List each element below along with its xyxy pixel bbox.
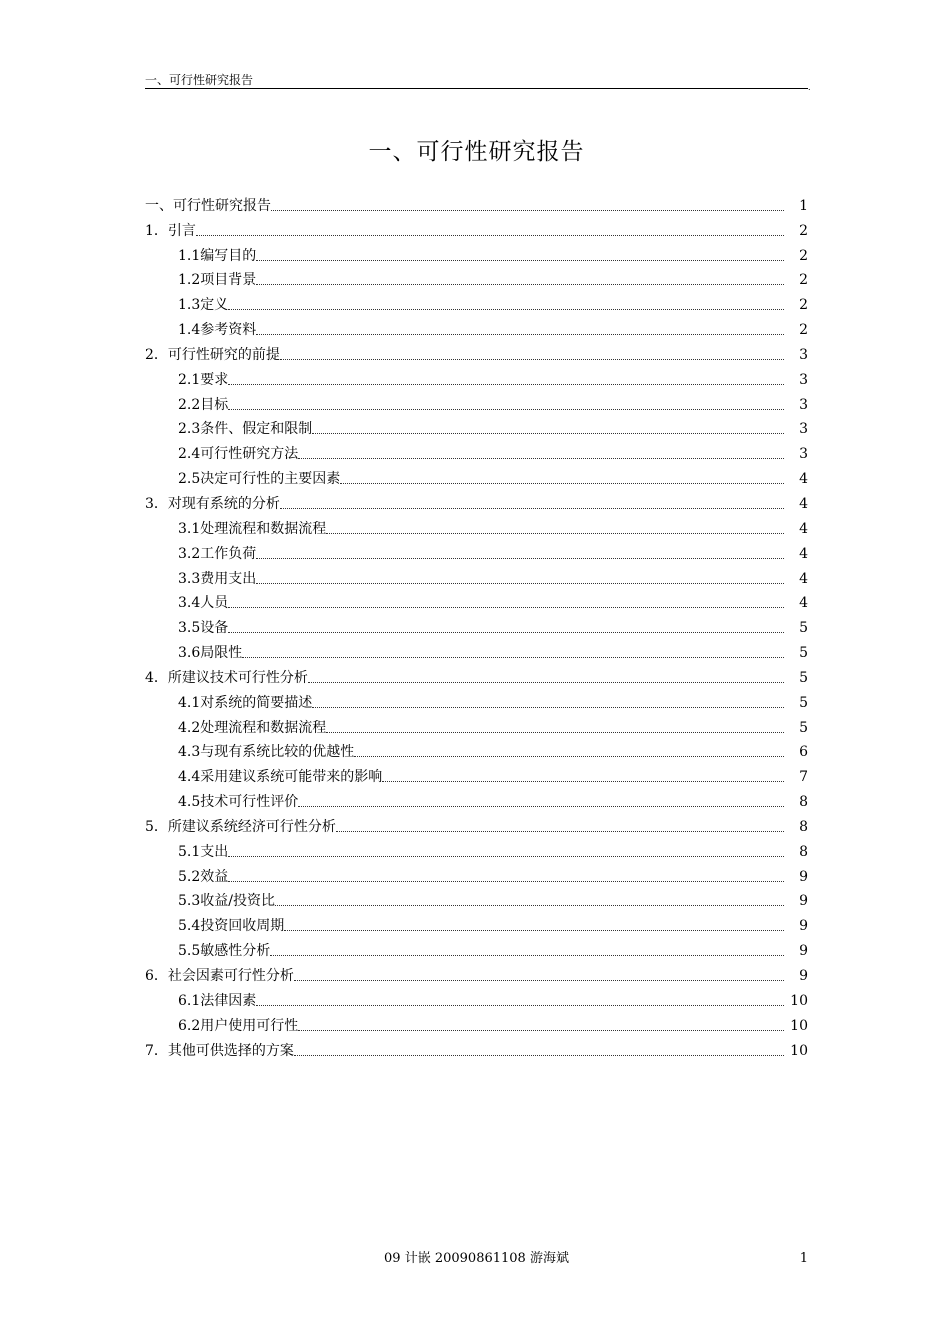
toc-entry-page: 3 <box>799 421 808 438</box>
toc-entry-label: 可行性研究方法 <box>200 446 299 463</box>
toc-entry-number: 5． <box>145 818 168 835</box>
toc-leader-dots <box>271 210 784 211</box>
toc-entry-page: 1 <box>799 197 808 214</box>
toc-entry-page: 7 <box>799 769 808 786</box>
toc-entry-number: 2.2 <box>178 396 201 413</box>
toc-entry-page: 8 <box>799 794 808 811</box>
table-of-contents <box>145 190 808 1060</box>
toc-leader-dots <box>270 955 784 956</box>
toc-entry-page: 9 <box>799 968 808 984</box>
toc-entry[interactable] <box>145 687 808 712</box>
toc-entry[interactable] <box>145 637 808 662</box>
toc-entry-page: 4 <box>799 495 808 512</box>
toc-entry-label: 所建议技术可行性分析 <box>167 669 308 686</box>
toc-entry-number: 5.1 <box>178 843 201 860</box>
toc-entry-label: 社会因素可行性分析 <box>167 968 294 984</box>
toc-entry[interactable] <box>145 588 808 613</box>
toc-entry-label: 所建议系统经济可行性分析 <box>167 818 336 835</box>
toc-entry-number: 4.3 <box>178 744 201 761</box>
toc-entry-page: 4 <box>799 471 808 488</box>
toc-leader-dots <box>312 707 784 708</box>
page-footer <box>145 1250 808 1270</box>
toc-entry-label: 对系统的简要描述 <box>200 694 313 711</box>
toc-entry-number: 1.1 <box>178 247 201 264</box>
toc-leader-dots <box>312 433 784 434</box>
toc-entry-number: 5.3 <box>178 893 201 910</box>
toc-entry-page: 8 <box>799 818 808 835</box>
toc-leader-dots <box>228 881 784 882</box>
toc-leader-dots <box>256 1005 784 1006</box>
toc-entry-page: 4 <box>799 520 808 537</box>
toc-entry-label: 决定可行性的主要因素 <box>200 471 341 488</box>
toc-entry-label: 项目背景 <box>200 272 257 289</box>
toc-entry[interactable] <box>145 364 808 389</box>
toc-entry-label: 其他可供选择的方案 <box>167 1042 294 1059</box>
toc-entry-number: 4.2 <box>178 719 201 736</box>
toc-entry-number: 7． <box>145 1042 168 1059</box>
toc-entry-number: 5.2 <box>178 868 201 885</box>
toc-entry[interactable] <box>145 513 808 538</box>
toc-entry-number: 3.2 <box>178 545 201 562</box>
toc-entry[interactable] <box>145 836 808 861</box>
toc-entry[interactable] <box>145 240 808 265</box>
toc-entry-number: 2.4 <box>178 446 201 463</box>
toc-entry[interactable] <box>145 438 808 463</box>
toc-entry[interactable] <box>145 861 808 886</box>
toc-entry-label: 处理流程和数据流程 <box>200 520 327 537</box>
toc-entry-number: 3.3 <box>178 570 201 587</box>
toc-leader-dots <box>336 831 784 832</box>
toc-leader-dots <box>298 806 784 807</box>
toc-entry[interactable] <box>145 463 808 488</box>
toc-entry-page: 10 <box>790 992 808 1009</box>
toc-entry-number: 6． <box>145 968 168 984</box>
toc-leader-dots <box>298 458 784 459</box>
toc-entry-page: 6 <box>799 744 808 761</box>
toc-entry-page: 5 <box>799 669 808 686</box>
toc-entry-label: 对现有系统的分析 <box>167 495 280 512</box>
toc-entry-label: 采用建议系统可能带来的影响 <box>200 769 383 786</box>
toc-entry-page: 10 <box>790 1042 808 1059</box>
toc-entry-page: 5 <box>799 620 808 637</box>
toc-entry[interactable] <box>145 538 808 563</box>
toc-entry-page: 2 <box>799 247 808 264</box>
toc-leader-dots <box>326 732 784 733</box>
toc-entry-page: 4 <box>799 595 808 612</box>
toc-entry-number: 5.4 <box>178 918 201 935</box>
toc-entry-page: 9 <box>799 918 808 935</box>
toc-entry-page: 3 <box>799 396 808 413</box>
toc-entry[interactable] <box>145 289 808 314</box>
toc-entry[interactable] <box>145 960 808 985</box>
toc-entry-number: 4.5 <box>178 794 201 811</box>
toc-entry-number: 4.4 <box>178 769 201 786</box>
toc-entry-label: 要求 <box>200 371 229 388</box>
toc-entry[interactable] <box>145 910 808 935</box>
footer-page-number: 1 <box>799 1251 808 1266</box>
toc-leader-dots <box>256 558 784 559</box>
toc-leader-dots <box>228 607 784 608</box>
toc-entry[interactable] <box>145 215 808 240</box>
toc-entry-label: 目标 <box>200 396 229 413</box>
toc-entry[interactable] <box>145 1010 808 1035</box>
toc-entry-page: 2 <box>799 297 808 314</box>
footer-author: 09 计嵌 20090861108 游海斌 <box>384 1251 569 1266</box>
running-header: 一、可行性研究报告 <box>145 73 254 87</box>
toc-entry-label: 局限性 <box>200 645 243 662</box>
toc-leader-dots <box>326 533 784 534</box>
toc-entry-page: 5 <box>799 645 808 662</box>
toc-leader-dots <box>298 1030 784 1031</box>
toc-entry-label: 处理流程和数据流程 <box>200 719 327 736</box>
toc-entry-number: 1． <box>145 222 168 239</box>
toc-entry-number: 6.1 <box>178 992 201 1009</box>
toc-entry-label: 效益 <box>200 868 229 885</box>
toc-entry-label: 工作负荷 <box>200 545 257 562</box>
toc-entry[interactable] <box>145 786 808 811</box>
toc-entry-label: 条件、假定和限制 <box>200 421 313 438</box>
toc-entry-label: 人员 <box>200 595 229 612</box>
toc-entry[interactable] <box>145 886 808 911</box>
toc-entry-page: 9 <box>799 943 808 960</box>
toc-entry-label: 编写目的 <box>200 247 257 264</box>
toc-entry[interactable] <box>145 761 808 786</box>
header-rule <box>145 88 808 89</box>
toc-entry-page: 2 <box>799 322 808 339</box>
toc-entry[interactable] <box>145 712 808 737</box>
toc-entry-label: 引言 <box>167 222 196 239</box>
toc-entry-page: 3 <box>799 446 808 463</box>
toc-entry-label: 投资回收周期 <box>200 918 285 935</box>
toc-entry-page: 10 <box>790 1017 808 1034</box>
toc-entry-label: 与现有系统比较的优越性 <box>200 744 355 761</box>
toc-entry-label: 法律因素 <box>200 992 257 1009</box>
toc-entry-number: 2.1 <box>178 371 201 388</box>
toc-entry-number: 2． <box>145 346 168 363</box>
toc-entry[interactable] <box>145 190 808 215</box>
toc-entry[interactable] <box>145 339 808 364</box>
toc-entry-number: 3.5 <box>178 620 201 637</box>
toc-leader-dots <box>308 682 784 683</box>
toc-entry[interactable] <box>145 488 808 513</box>
page-title: 一、可行性研究报告 <box>368 139 585 165</box>
toc-leader-dots <box>228 384 784 385</box>
toc-entry-page: 4 <box>799 570 808 587</box>
toc-leader-dots <box>280 359 784 360</box>
toc-leader-dots <box>256 334 784 335</box>
toc-entry-number: 3.6 <box>178 645 201 662</box>
toc-leader-dots <box>354 756 784 757</box>
toc-entry-label: 费用支出 <box>200 570 257 587</box>
toc-entry-page: 5 <box>799 719 808 736</box>
toc-entry[interactable] <box>145 414 808 439</box>
toc-entry-number: 5.5 <box>178 943 201 960</box>
toc-entry-label: 设备 <box>200 620 229 637</box>
toc-leader-dots <box>256 284 784 285</box>
toc-entry-label: 定义 <box>200 297 229 314</box>
toc-entry-label: 可行性研究的前提 <box>167 346 280 363</box>
toc-leader-dots <box>382 781 784 782</box>
toc-entry[interactable] <box>145 662 808 687</box>
toc-entry-page: 9 <box>799 893 808 910</box>
toc-leader-dots <box>228 409 784 410</box>
toc-leader-dots <box>340 483 784 484</box>
toc-entry-number: 1.3 <box>178 297 201 314</box>
toc-entry[interactable] <box>145 612 808 637</box>
toc-entry-label: 技术可行性评价 <box>200 794 299 811</box>
toc-entry-page: 9 <box>799 868 808 885</box>
toc-entry-page: 3 <box>799 346 808 363</box>
toc-entry-number: 2.3 <box>178 421 201 438</box>
toc-leader-dots <box>284 930 784 931</box>
toc-leader-dots <box>196 235 784 236</box>
toc-entry[interactable] <box>145 737 808 762</box>
toc-leader-dots <box>275 905 784 906</box>
toc-entry[interactable] <box>145 265 808 290</box>
toc-leader-dots <box>228 632 784 633</box>
toc-entry-number: 4． <box>145 669 168 686</box>
toc-entry-number: 1.2 <box>178 272 201 289</box>
toc-entry-page: 3 <box>799 371 808 388</box>
toc-entry-label: 参考资料 <box>200 322 257 339</box>
toc-entry-label: 收益/投资比 <box>200 893 275 910</box>
toc-entry-label: 用户使用可行性 <box>200 1017 299 1034</box>
toc-entry-page: 8 <box>799 843 808 860</box>
toc-entry[interactable] <box>145 389 808 414</box>
toc-leader-dots <box>294 1055 784 1056</box>
toc-entry-number: 6.2 <box>178 1017 201 1034</box>
toc-entry-number: 4.1 <box>178 694 201 711</box>
toc-entry-page: 4 <box>799 545 808 562</box>
toc-leader-dots <box>242 657 784 658</box>
toc-leader-dots <box>256 583 784 584</box>
toc-entry[interactable] <box>145 985 808 1010</box>
toc-entry-number: 3.4 <box>178 595 201 612</box>
toc-leader-dots <box>294 980 784 981</box>
toc-entry-number: 3.1 <box>178 520 201 537</box>
toc-entry[interactable] <box>145 563 808 588</box>
toc-entry-page: 5 <box>799 694 808 711</box>
toc-leader-dots <box>256 260 784 261</box>
toc-leader-dots <box>228 309 784 310</box>
toc-entry-page: 2 <box>799 222 808 239</box>
toc-entry-number: 2.5 <box>178 471 201 488</box>
toc-entry-page: 2 <box>799 272 808 289</box>
toc-leader-dots <box>280 508 784 509</box>
toc-entry[interactable] <box>145 935 808 960</box>
toc-leader-dots <box>228 856 784 857</box>
toc-entry[interactable] <box>145 1035 808 1060</box>
toc-entry[interactable] <box>145 811 808 836</box>
toc-entry-label: 支出 <box>200 843 229 860</box>
toc-entry-number: 1.4 <box>178 322 201 339</box>
toc-entry-number: 3． <box>145 495 168 512</box>
toc-entry-label: 敏感性分析 <box>200 943 271 960</box>
toc-entry-label: 一、可行性研究报告 <box>145 197 271 214</box>
header-tick: . <box>808 83 811 92</box>
toc-entry[interactable] <box>145 314 808 339</box>
